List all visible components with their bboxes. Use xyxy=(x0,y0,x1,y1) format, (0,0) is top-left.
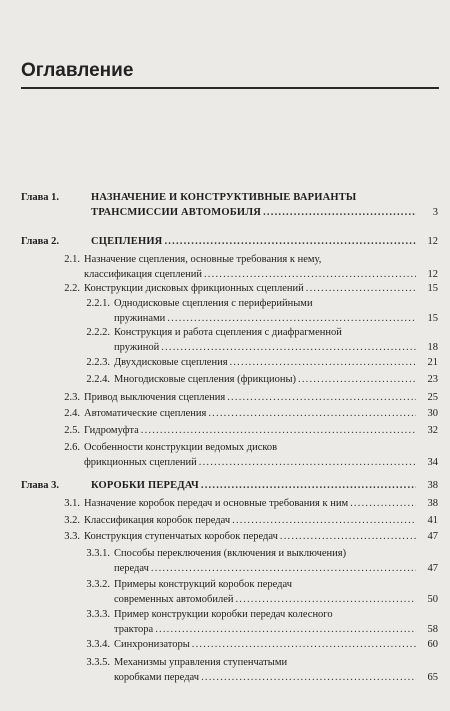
toc-page-number: 12 xyxy=(427,268,438,280)
leader-dots xyxy=(235,594,416,607)
toc-entry-title: Особенности конструкции ведомых дисков xyxy=(84,442,278,453)
toc-entry-number: 2.2. xyxy=(64,283,80,294)
toc-entry-number: 3.2. xyxy=(64,515,80,526)
toc-page-number: 34 xyxy=(427,456,438,468)
toc-entry-title: Классификация коробок передач xyxy=(84,515,231,526)
toc-page-number: 30 xyxy=(427,408,438,419)
leader-dots xyxy=(298,374,416,387)
leader-dots xyxy=(280,531,416,544)
toc-entry-title: КОРОБКИ ПЕРЕДАЧ xyxy=(91,480,199,491)
toc-page-number: 32 xyxy=(427,425,438,436)
toc-chapter-entry xyxy=(0,480,440,495)
toc-entry-number: 2.4. xyxy=(64,408,80,419)
toc-entry-number: 2.2.3. xyxy=(86,357,110,368)
toc-entry-title: Назначение коробок передач и основные требования к ним xyxy=(84,498,349,509)
toc-entry-title: Двухдисковые сцепления xyxy=(114,357,228,368)
toc-entry-number: 2.5. xyxy=(64,425,80,436)
toc-entry-title: Синхронизаторы xyxy=(114,639,190,650)
leader-dots xyxy=(167,313,416,326)
toc-entry-title: передач xyxy=(114,562,149,574)
toc-entry-number: 2.6. xyxy=(64,442,80,453)
toc-entry xyxy=(0,579,440,608)
toc-page-number: 47 xyxy=(427,562,438,574)
leader-dots xyxy=(151,563,416,576)
leader-dots xyxy=(263,207,416,220)
toc-entry-title: Автоматические сцепления xyxy=(84,408,207,419)
toc-entry xyxy=(0,283,440,298)
toc-entry xyxy=(0,357,440,372)
toc-entry-title: Гидромуфта xyxy=(84,425,139,436)
page-heading: Оглавление xyxy=(21,60,134,81)
toc-entry-title: Многодисковые сцепления (фрикционы) xyxy=(114,374,297,385)
toc-page-number: 23 xyxy=(427,374,438,385)
toc-entry-title: пружиной xyxy=(114,341,160,353)
leader-dots xyxy=(306,283,416,296)
toc-entry-number: Глава 1. xyxy=(21,192,60,203)
toc-page-number: 47 xyxy=(427,531,438,542)
leader-dots xyxy=(227,392,416,405)
toc-entry-title: Конструкции дисковых фрикционных сцеплений xyxy=(84,283,304,294)
toc-entry-title: Конструкция и работа сцепления с диафрагменной xyxy=(114,327,342,338)
toc-entry-title: ТРАНСМИССИИ АВТОМОБИЛЯ xyxy=(91,206,262,218)
toc-entry-number: 2.1. xyxy=(64,254,80,265)
toc-page-number: 21 xyxy=(427,357,438,368)
leader-dots xyxy=(201,480,416,493)
toc-entry-title: трактора xyxy=(114,623,154,635)
leader-dots xyxy=(164,236,416,249)
toc-entry-number: 3.3.4. xyxy=(86,639,110,650)
toc-entry-title: НАЗНАЧЕНИЕ И КОНСТРУКТИВНЫЕ ВАРИАНТЫ xyxy=(91,192,357,203)
leader-dots xyxy=(232,515,416,528)
toc-entry-title: Способы переключения (включения и выключения) xyxy=(114,548,347,559)
toc-page-number: 60 xyxy=(427,639,438,650)
toc-entry-number: 3.3.1. xyxy=(86,548,110,559)
toc-entry-number: 3.1. xyxy=(64,498,80,509)
toc-entry-title: Примеры конструкций коробок передач xyxy=(114,579,292,590)
toc-page-number: 25 xyxy=(427,392,438,403)
leader-dots xyxy=(208,408,416,421)
leader-dots xyxy=(155,624,416,637)
toc-entry xyxy=(0,254,440,283)
toc-entry xyxy=(0,657,440,686)
toc-page-number: 38 xyxy=(427,480,438,491)
toc-page-number: 38 xyxy=(427,498,438,509)
toc-entry-title: современных автомобилей xyxy=(114,593,234,605)
toc-entry xyxy=(0,498,440,513)
toc-entry-number: 3.3. xyxy=(64,531,80,542)
toc-entry xyxy=(0,442,440,471)
heading-rule xyxy=(21,87,439,89)
toc-entry-title: коробками передач xyxy=(114,671,200,683)
leader-dots xyxy=(192,639,416,652)
toc-chapter-entry xyxy=(0,192,440,221)
toc-entry-title: Привод выключения сцепления xyxy=(84,392,226,403)
toc-entry-title: Однодисковые сцепления с периферийными xyxy=(114,298,313,309)
toc-page-number: 65 xyxy=(427,671,438,683)
toc-entry xyxy=(0,327,440,356)
toc-entry-title: Механизмы управления ступенчатыми xyxy=(114,657,288,668)
toc-entry-number: 2.2.1. xyxy=(86,298,110,309)
leader-dots xyxy=(161,342,416,355)
toc-entry-number: Глава 3. xyxy=(21,480,60,491)
toc-entry xyxy=(0,374,440,389)
toc-entry-title: пружинами xyxy=(114,312,166,324)
toc-entry-title: классификация сцеплений xyxy=(84,268,202,280)
toc-entry-number: 3.3.2. xyxy=(86,579,110,590)
toc-entry xyxy=(0,548,440,577)
leader-dots xyxy=(350,498,416,511)
toc-entry-number: Глава 2. xyxy=(21,236,60,247)
toc-entry-number: 3.3.3. xyxy=(86,609,110,620)
toc-entry xyxy=(0,609,440,638)
leader-dots xyxy=(204,269,416,282)
toc-entry xyxy=(0,425,440,440)
leader-dots xyxy=(201,672,416,685)
toc-entry-number: 3.3.5. xyxy=(86,657,110,668)
toc-entry-title: СЦЕПЛЕНИЯ xyxy=(91,236,163,247)
toc-page-number: 41 xyxy=(427,515,438,526)
toc-entry-title: фрикционных сцеплений xyxy=(84,456,197,468)
toc-entry xyxy=(0,531,440,546)
leader-dots xyxy=(199,457,416,470)
toc-page-number: 18 xyxy=(427,341,438,353)
toc-entry-number: 2.3. xyxy=(64,392,80,403)
toc-entry xyxy=(0,392,440,407)
toc-page-number: 3 xyxy=(432,206,438,218)
toc-page-number: 12 xyxy=(427,236,438,247)
toc-page-number: 50 xyxy=(427,593,438,605)
toc-entry-title: Пример конструкции коробки передач колесного xyxy=(114,609,333,620)
toc-entry-number: 2.2.4. xyxy=(86,374,110,385)
toc-page-number: 58 xyxy=(427,623,438,635)
toc-entry-title: Конструкция ступенчатых коробок передач xyxy=(84,531,278,542)
toc-chapter-entry xyxy=(0,236,440,251)
toc-entry-number: 2.2.2. xyxy=(86,327,110,338)
leader-dots xyxy=(141,425,416,438)
toc-page-number: 15 xyxy=(427,283,438,294)
toc-entry xyxy=(0,298,440,327)
toc-page-number: 15 xyxy=(427,312,438,324)
toc-entry xyxy=(0,515,440,530)
toc-entry xyxy=(0,408,440,423)
toc-entry-title: Назначение сцепления, основные требования к нему, xyxy=(84,254,322,265)
leader-dots xyxy=(230,357,416,370)
toc-entry xyxy=(0,639,440,654)
